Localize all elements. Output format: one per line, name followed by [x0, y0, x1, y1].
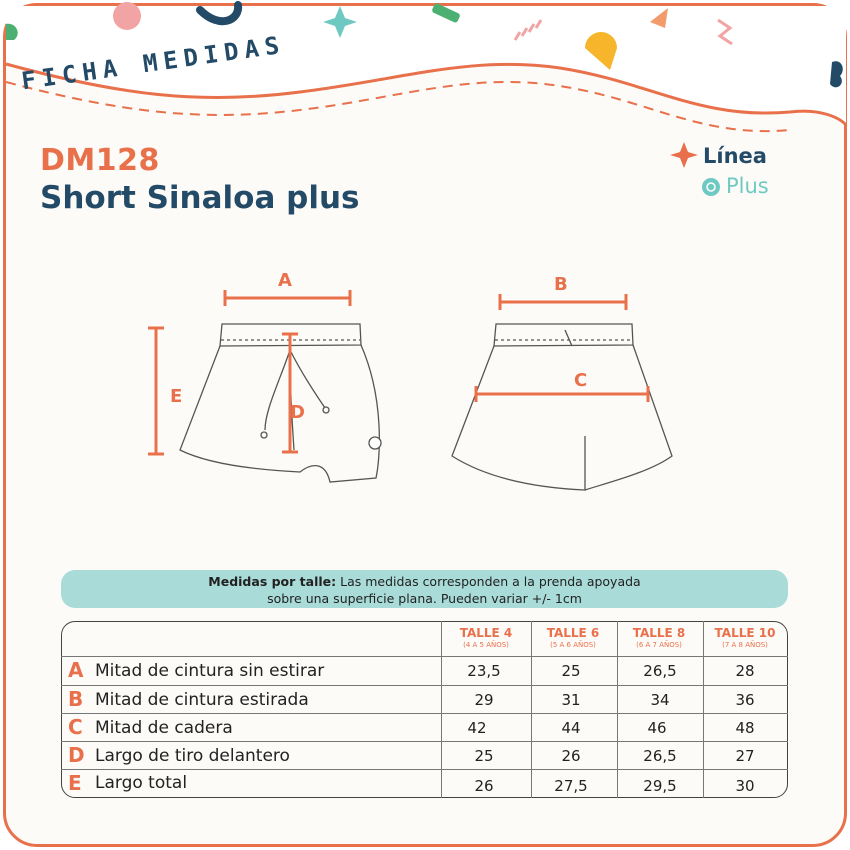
- brand-line2: Plus: [726, 174, 769, 198]
- column-subtitle: (4 A 5 AÑOS): [463, 641, 509, 649]
- table-cell: 27,5: [554, 777, 588, 795]
- table-cell: 36: [735, 691, 755, 709]
- row-label: Mitad de cintura sin estirar: [95, 661, 325, 681]
- table-cell: 27: [735, 747, 755, 765]
- star-icon: [670, 142, 698, 168]
- row-label: Mitad de cintura estirada: [95, 690, 309, 710]
- table-cell: 29,5: [643, 777, 677, 795]
- row-label: Largo de tiro delantero: [95, 746, 290, 766]
- col-divider: [441, 621, 442, 798]
- table-cell: 48: [735, 719, 755, 737]
- table-cell: 31: [561, 691, 581, 709]
- column-header: [531, 626, 615, 649]
- product-name: Short Sinaloa plus: [40, 180, 360, 216]
- column-title: TALLE 10: [714, 626, 776, 640]
- column-title: TALLE 8: [632, 626, 686, 640]
- table-cell: 30: [735, 777, 755, 795]
- row-divider: [61, 741, 788, 742]
- dim-label-c: C: [574, 370, 588, 391]
- column-header: [617, 626, 701, 649]
- table-cell: 26: [474, 777, 494, 795]
- row-label: Mitad de cadera: [95, 718, 233, 738]
- row-divider: [61, 656, 788, 657]
- confetti-pink-dot: [113, 2, 141, 30]
- note-line1: Las medidas corresponden a la prenda apoyada: [336, 574, 641, 589]
- row-letter: B: [68, 687, 84, 711]
- banner-title: FICHA MEDIDAS: [19, 30, 287, 96]
- column-subtitle: (7 A 8 AÑOS): [722, 641, 768, 649]
- row-divider: [61, 769, 788, 770]
- measurement-note: [61, 570, 788, 608]
- table-cell: 34: [650, 691, 670, 709]
- row-divider: [61, 713, 788, 714]
- brand-line1: Línea: [703, 144, 767, 168]
- table-cell: 26,5: [643, 747, 677, 765]
- garment-diagram: [140, 260, 700, 500]
- column-header: [444, 626, 528, 649]
- product-code: DM128: [40, 143, 160, 178]
- brand-logo-icons: [670, 140, 700, 200]
- note-bold: Medidas por talle:: [208, 574, 337, 589]
- table-cell: 29: [474, 691, 494, 709]
- table-cell: 26,5: [643, 662, 677, 680]
- header-decoration: [0, 0, 850, 140]
- row-divider: [61, 685, 788, 686]
- row-letter: E: [68, 771, 82, 795]
- table-cell: 25: [561, 662, 581, 680]
- table-cell: 46: [647, 719, 667, 737]
- column-subtitle: (6 A 7 AÑOS): [636, 641, 682, 649]
- row-letter: D: [68, 743, 85, 767]
- table-cell: 25: [474, 747, 494, 765]
- note-line2: sobre una superficie plana. Pueden variar +/- 1cm: [267, 591, 582, 606]
- short-front-drawing: [180, 324, 381, 482]
- dim-label-d: D: [290, 402, 305, 423]
- table-cell: 26: [561, 747, 581, 765]
- table-cell: 28: [735, 662, 755, 680]
- row-letter: C: [68, 715, 83, 739]
- dim-label-b: B: [554, 274, 568, 295]
- short-back-drawing: [452, 324, 672, 490]
- column-title: TALLE 4: [459, 626, 513, 640]
- column-header: [703, 626, 787, 649]
- plus-circle-icon: [700, 176, 722, 198]
- row-letter: A: [68, 658, 84, 682]
- dim-label-a: A: [278, 270, 292, 291]
- dim-label-e: E: [170, 386, 183, 407]
- table-cell: 42: [467, 719, 487, 737]
- column-title: TALLE 6: [546, 626, 600, 640]
- row-label: Largo total: [95, 773, 188, 793]
- column-subtitle: (5 A 6 AÑOS): [550, 641, 596, 649]
- confetti-navy-blob: [830, 61, 843, 87]
- table-cell: 23,5: [467, 662, 501, 680]
- table-cell: 44: [561, 719, 581, 737]
